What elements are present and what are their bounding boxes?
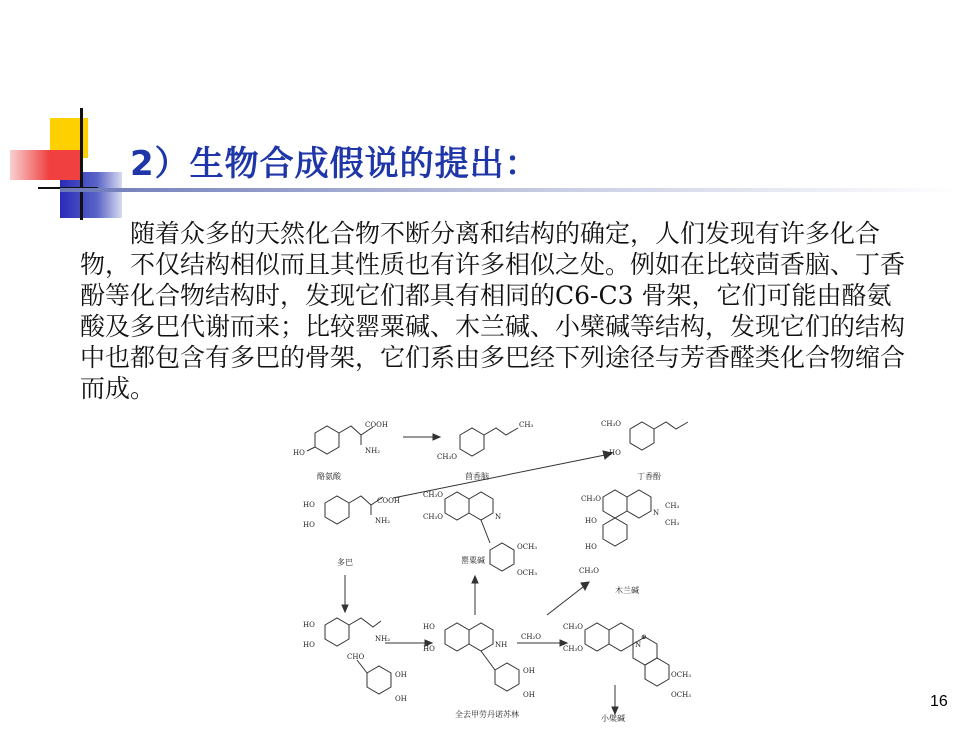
label-magnoflorine-ch3o: CH₃O [581,495,602,503]
caption-nor: 全去甲劳丹诺苏林 [455,710,519,719]
label-eugenol-ho: HO [609,449,621,457]
eugenol-ring [630,422,654,450]
label-papaverine-och3a: OCH₃ [517,543,538,551]
label-berberine-ch3o2: CH₃O [563,645,584,653]
caption-anethole: 茴香脑 [465,472,489,481]
label-dopa-nh2: NH₂ [375,517,391,525]
anethole-ring [460,428,484,456]
label-dopa-ho2: HO [303,521,315,529]
label-berberine-n: N [635,641,642,649]
label-magnoflorine-ch3b: CH₃ [665,519,680,527]
caption-dopa: 多巴 [337,558,353,567]
label-berberine-och3b: OCH₃ [671,691,692,699]
label-papaverine-ch3o1: CH₃O [423,491,444,499]
label-dopamine-ho1: HO [303,621,315,629]
label-dopa-ho1: HO [303,501,315,509]
label-nor-oh1: OH [523,667,535,675]
red-square-decoration [10,150,82,180]
caption-tyrosine: 酪氨酸 [317,472,341,481]
label-nor-oh2: OH [523,691,535,699]
label-nor-ho1: HO [423,623,435,631]
label-nor-nh: NH [495,641,508,649]
label-eugenol-ch3o: CH₃O [601,420,622,428]
caption-berberine: 小檗碱 [601,714,625,723]
title-underline [60,188,960,192]
label-berberine-plus: ⊕ [641,633,647,641]
label-papaverine-ch3o2: CH₃O [423,513,444,521]
label-dopa-cooh: COOH [377,497,400,505]
caption-papaverine: 罂粟碱 [461,556,485,565]
label-aldehyde-oh1: OH [395,671,407,679]
label-dopamine-ho2: HO [303,641,315,649]
label-magnoflorine-n: N [653,509,660,517]
label-aldehyde-oh2: OH [395,695,407,703]
label-tyrosine-ho: HO [293,449,305,457]
label-berberine-och3a: OCH₃ [671,671,692,679]
label-ch2o: CH₂O [521,633,542,641]
papaverine-ring-a [445,492,469,520]
label-tyrosine-cooh: COOH [365,421,388,429]
berberine-ring-a [585,623,609,651]
label-magnoflorine-ch3o2: CH₃O [579,567,600,575]
tyrosine-ring [315,426,339,454]
label-berberine-ch3o1: CH₃O [563,623,584,631]
aldehyde-ring [367,666,391,694]
dopamine-ring [325,618,349,646]
vertical-line-decoration [80,108,83,220]
label-magnoflorine-ch3a: CH₃ [665,502,680,510]
label-magnoflorine-ho2: HO [585,543,597,551]
label-tyrosine-nh2: NH₂ [365,447,381,455]
label-papaverine-n: N [495,513,502,521]
caption-eugenol: 丁香酚 [637,472,661,481]
slide-number: 16 [930,693,948,710]
body-paragraph: 随着众多的天然化合物不断分离和结构的确定，人们发现有许多化合物，不仅结构相似而且其性质也有许多相似之处。例如在比较茴香脑、丁香酚等化合物结构时，发现它们都具有相同的C6-C3 骨架，它们可能由酪氨酸及多巴代谢而来；比较罂粟碱、木兰碱、小檗碱等结构，发现它们的结构中也都包含有多巴的骨架，它们系由多巴经下列途径与芳香醛类化合物缩合而成。 [80,219,906,403]
label-anethole-ch3: CH₃ [519,421,534,429]
label-papaverine-och3b: OCH₃ [517,569,538,577]
label-anethole-ch3o: CH₃O [437,453,458,461]
label-nor-ho2: HO [423,645,435,653]
slide-title: 2）生物合成假说的提出： [130,144,540,184]
dopa-ring [325,496,349,524]
body-text [80,218,910,404]
nor-ring-a [445,623,469,651]
label-magnoflorine-ho1: HO [585,517,597,525]
caption-magnoflorine: 木兰碱 [615,586,639,595]
magnoflorine-ring-a [603,490,627,518]
label-aldehyde-cho: CHO [347,653,365,661]
biosynthesis-pathway-figure [285,415,700,730]
label-dopamine-nh2: NH₂ [375,635,391,643]
